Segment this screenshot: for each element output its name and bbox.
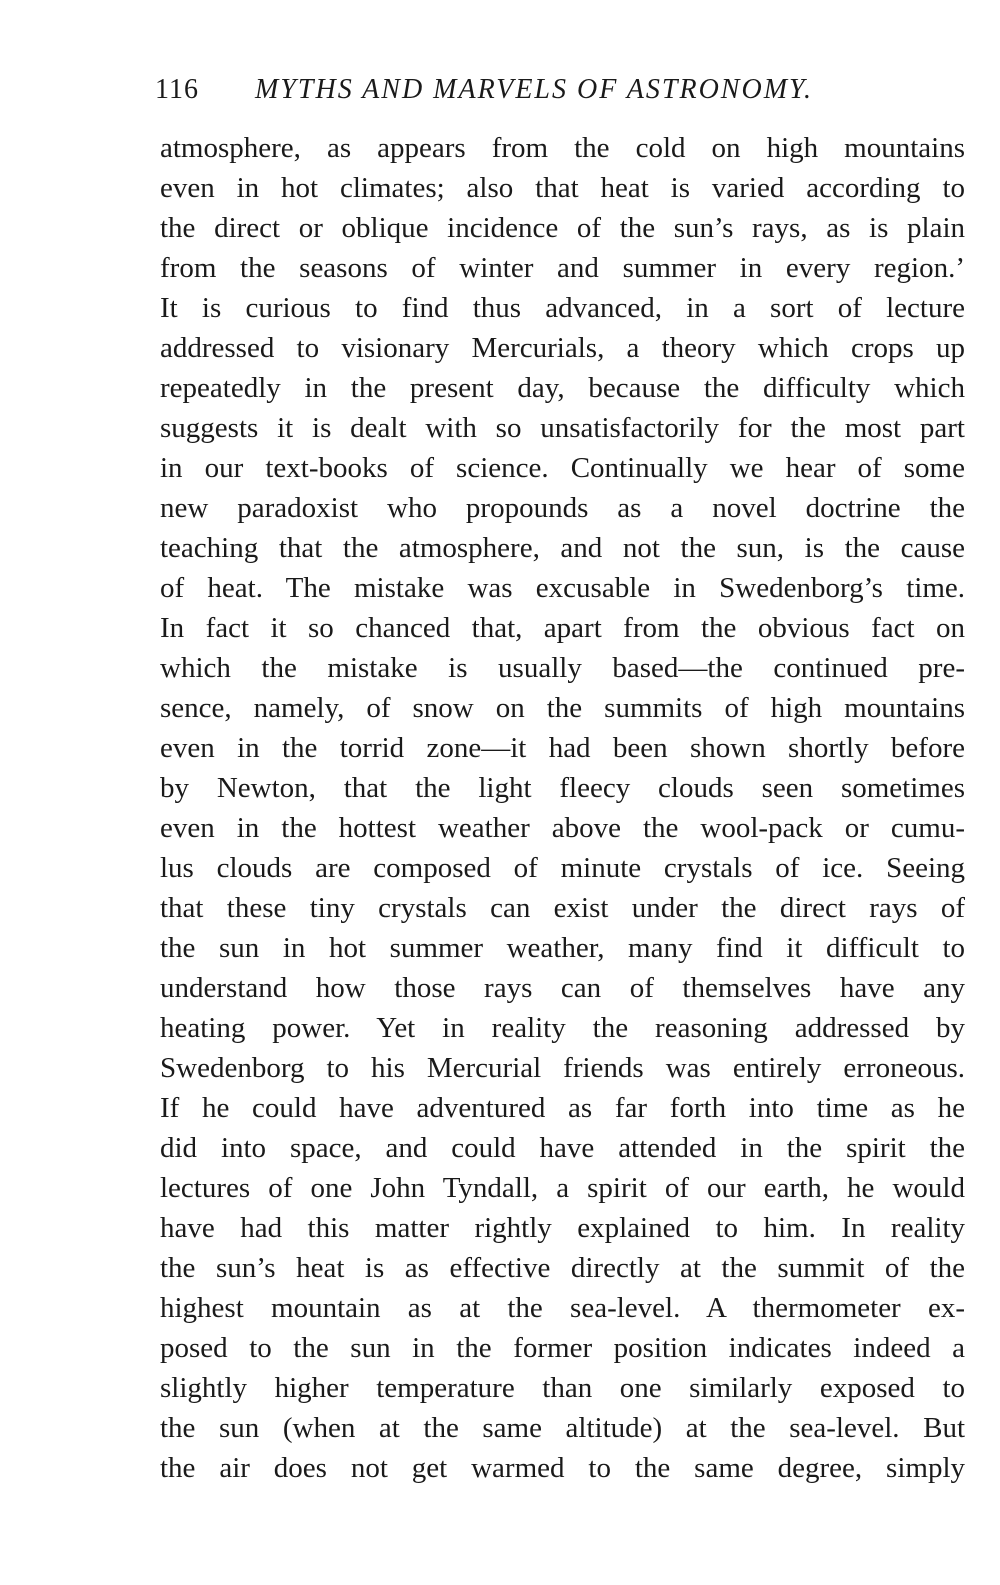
- text-line: the sun in hot summer weather, many find it difficult to: [160, 932, 965, 964]
- text-line: suggests it is dealt with so unsatisfactorily for the most part: [160, 412, 965, 444]
- text-line: the sun (when at the same altitude) at the sea-level. But: [160, 1412, 965, 1444]
- text-line: It is curious to find thus advanced, in a sort of lecture: [160, 292, 965, 324]
- text-line: repeatedly in the present day, because the difficulty which: [160, 372, 965, 404]
- running-title: MYTHS AND MARVELS OF ASTRONOMY.: [255, 74, 814, 105]
- text-line: of heat. The mistake was excusable in Swedenborg’s time.: [160, 572, 965, 604]
- text-line: posed to the sun in the former position indicates indeed a: [160, 1332, 965, 1364]
- text-line: the air does not get warmed to the same degree, simply: [160, 1452, 965, 1484]
- text-line: lus clouds are composed of minute crystals of ice. Seeing: [160, 852, 965, 884]
- text-line: that these tiny crystals can exist under the direct rays of: [160, 892, 965, 924]
- text-line: In fact it so chanced that, apart from the obvious fact on: [160, 612, 965, 644]
- text-line: new paradoxist who propounds as a novel doctrine the: [160, 492, 965, 524]
- page-header: [155, 70, 965, 110]
- text-line: did into space, and could have attended in the spirit the: [160, 1132, 965, 1164]
- text-line: in our text-books of science. Continually we hear of some: [160, 452, 965, 484]
- text-line: even in hot climates; also that heat is varied according to: [160, 172, 965, 204]
- text-line: heating power. Yet in reality the reasoning addressed by: [160, 1012, 965, 1044]
- text-line: the direct or oblique incidence of the sun’s rays, as is plain: [160, 212, 965, 244]
- text-line: the sun’s heat is as effective directly at the summit of the: [160, 1252, 965, 1284]
- text-line: from the seasons of winter and summer in every region.’: [160, 252, 965, 284]
- text-line: sence, namely, of snow on the summits of high mountains: [160, 692, 965, 724]
- text-line: lectures of one John Tyndall, a spirit of our earth, he would: [160, 1172, 965, 1204]
- text-line: atmosphere, as appears from the cold on high mountains: [160, 132, 965, 164]
- body-text: [160, 128, 965, 1488]
- text-line: even in the hottest weather above the wool-pack or cumu-: [160, 812, 965, 844]
- text-line: highest mountain as at the sea-level. A thermometer ex-: [160, 1292, 965, 1324]
- text-line: even in the torrid zone—it had been shown shortly before: [160, 732, 965, 764]
- page-number: 116: [155, 74, 199, 105]
- text-line: which the mistake is usually based—the continued pre-: [160, 652, 965, 684]
- text-line: have had this matter rightly explained to him. In reality: [160, 1212, 965, 1244]
- text-line: addressed to visionary Mercurials, a theory which crops up: [160, 332, 965, 364]
- text-line: slightly higher temperature than one similarly exposed to: [160, 1372, 965, 1404]
- text-line: Swedenborg to his Mercurial friends was entirely erroneous.: [160, 1052, 965, 1084]
- text-line: understand how those rays can of themselves have any: [160, 972, 965, 1004]
- text-line: teaching that the atmosphere, and not the sun, is the cause: [160, 532, 965, 564]
- text-line: If he could have adventured as far forth into time as he: [160, 1092, 965, 1124]
- text-line: by Newton, that the light fleecy clouds seen sometimes: [160, 772, 965, 804]
